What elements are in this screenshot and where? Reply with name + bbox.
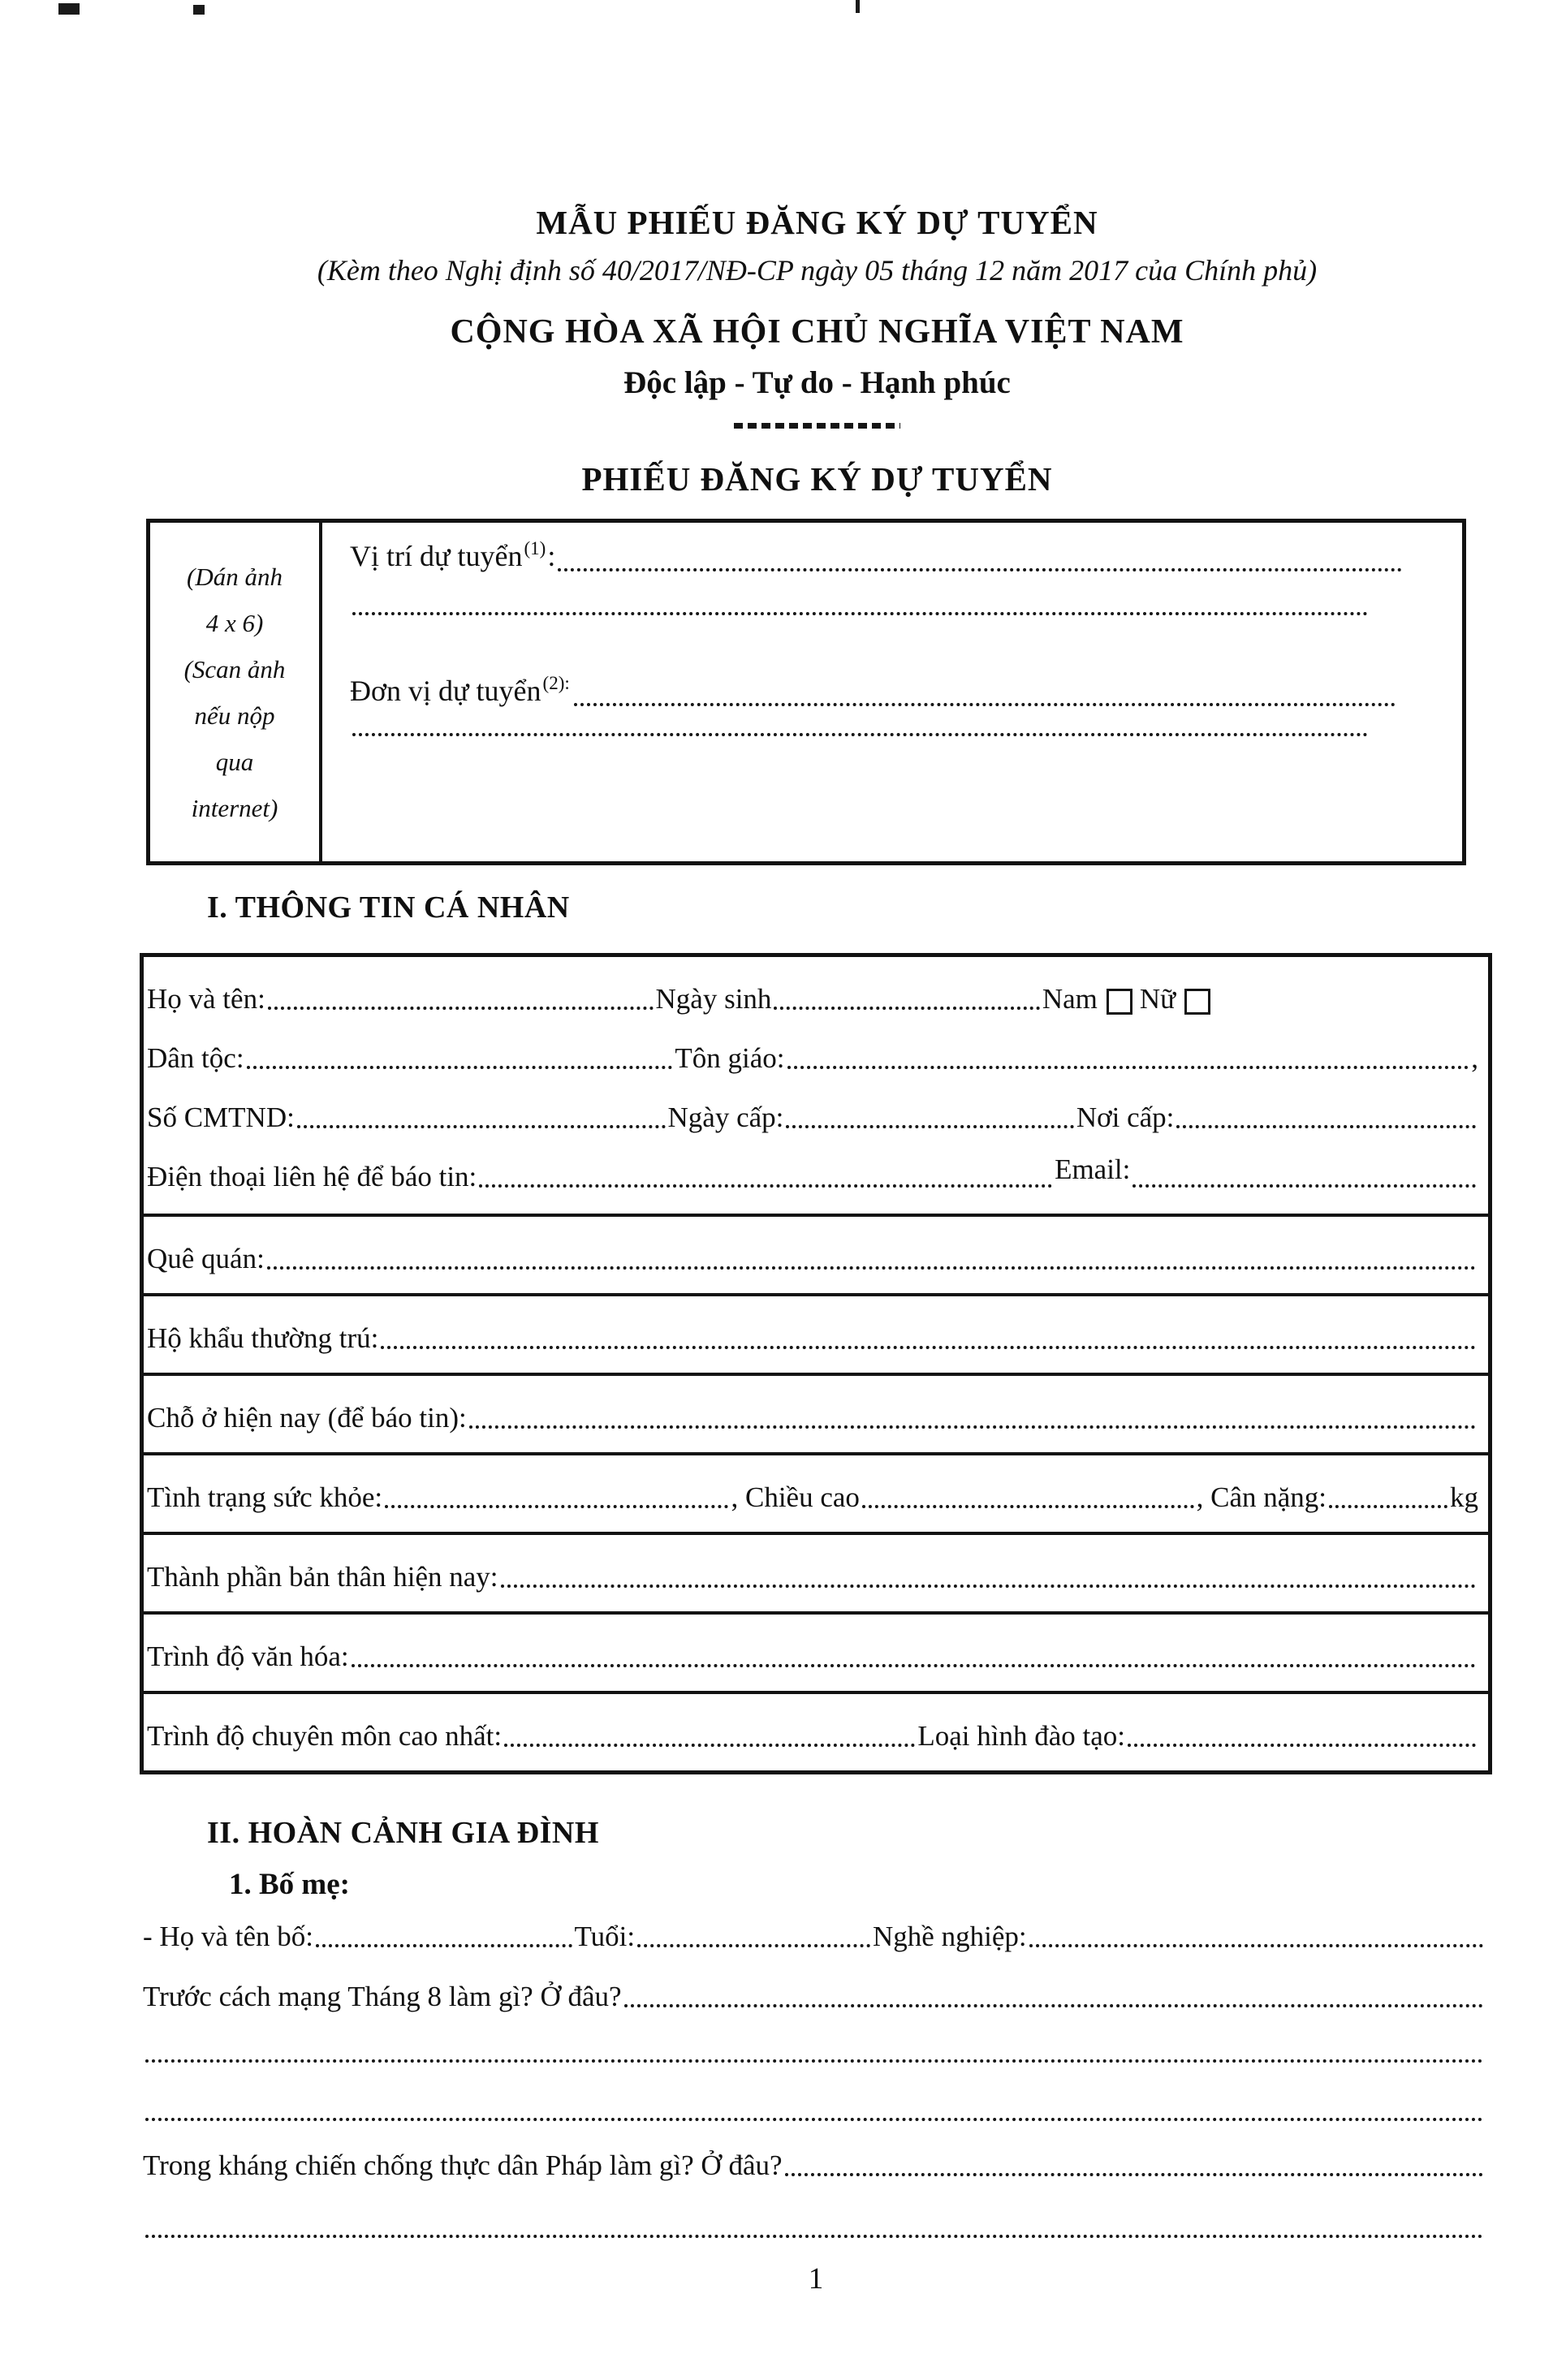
position-label: Vị trí dự tuyển bbox=[350, 540, 523, 572]
photo-note-line: (Scan ảnh bbox=[183, 654, 286, 683]
french-resistance-field[interactable] bbox=[785, 2173, 1483, 2176]
education-level-label: Trình độ văn hóa: bbox=[147, 1641, 349, 1672]
personal-info-table bbox=[140, 953, 1492, 1774]
table-row-qualification bbox=[144, 1691, 1488, 1770]
weight-unit-label: kg bbox=[1449, 1481, 1478, 1513]
parents-subheading: 1. Bố mẹ: bbox=[229, 1868, 350, 1901]
table-row-hometown bbox=[144, 1214, 1488, 1293]
table-row-residence bbox=[144, 1293, 1488, 1373]
table-row-education bbox=[144, 1611, 1488, 1691]
national-motto: Độc lập - Tự do - Hạnh phúc bbox=[623, 365, 1011, 400]
before-revolution-question: Trước cách mạng Tháng 8 làm gì? Ở đâu? bbox=[143, 1981, 622, 2012]
id-issue-date-field[interactable] bbox=[786, 1125, 1073, 1128]
unit-field[interactable] bbox=[574, 703, 1396, 706]
photo-position-table bbox=[146, 519, 1466, 865]
scan-artifact bbox=[856, 0, 860, 13]
male-label: Nam bbox=[1042, 983, 1098, 1015]
female-label: Nữ bbox=[1139, 983, 1176, 1015]
permanent-residence-label: Hộ khẩu thường trú: bbox=[147, 1322, 379, 1354]
table-row-personal-class bbox=[144, 1532, 1488, 1611]
before-revolution-field-line3[interactable] bbox=[145, 2118, 1483, 2121]
id-issue-place-label: Nơi cấp: bbox=[1076, 1102, 1175, 1133]
email-label: Email: bbox=[1055, 1153, 1131, 1185]
full-name-label: Họ và tên: bbox=[147, 983, 265, 1015]
current-address-field[interactable] bbox=[469, 1425, 1476, 1429]
religion-trailing-comma: , bbox=[1471, 1042, 1478, 1074]
full-name-field[interactable] bbox=[268, 1007, 654, 1010]
height-field[interactable] bbox=[862, 1505, 1194, 1508]
table-row-identity bbox=[144, 957, 1488, 1214]
id-number-label: Số CMTND: bbox=[147, 1102, 295, 1133]
education-level-field[interactable] bbox=[352, 1664, 1476, 1667]
female-checkbox[interactable] bbox=[1184, 989, 1210, 1015]
father-occupation-field[interactable] bbox=[1029, 1944, 1483, 1947]
health-status-label: Tình trạng sức khỏe: bbox=[147, 1481, 383, 1513]
qualification-field[interactable] bbox=[504, 1744, 915, 1747]
height-label: , Chiều cao bbox=[731, 1481, 860, 1513]
qualification-label: Trình độ chuyên môn cao nhất: bbox=[147, 1720, 503, 1752]
position-cell bbox=[322, 523, 1462, 861]
phone-field[interactable] bbox=[479, 1184, 1052, 1188]
french-resistance-field-line2[interactable] bbox=[145, 2235, 1483, 2238]
weight-field[interactable] bbox=[1329, 1505, 1447, 1508]
position-field-line2[interactable] bbox=[352, 612, 1368, 615]
photo-note-line: (Dán ảnh bbox=[187, 562, 283, 591]
photo-note-line: nếu nộp bbox=[194, 701, 275, 730]
father-age-field[interactable] bbox=[637, 1944, 870, 1947]
father-name-label: - Họ và tên bố: bbox=[143, 1921, 313, 1952]
male-checkbox[interactable] bbox=[1107, 989, 1132, 1015]
form-header bbox=[142, 201, 1492, 500]
father-name-field[interactable] bbox=[316, 1944, 572, 1947]
father-age-label: Tuổi: bbox=[574, 1921, 636, 1952]
position-field[interactable] bbox=[558, 568, 1402, 571]
national-title: CỘNG HÒA XÃ HỘI CHỦ NGHĨA VIỆT NAM bbox=[450, 313, 1184, 351]
id-number-field[interactable] bbox=[297, 1125, 666, 1128]
religion-label: Tôn giáo: bbox=[675, 1042, 785, 1074]
id-issue-date-label: Ngày cấp: bbox=[667, 1102, 784, 1133]
page-number: 1 bbox=[808, 2262, 824, 2296]
phone-label: Điện thoại liên hệ để báo tin: bbox=[147, 1161, 477, 1192]
weight-label: , Cân nặng: bbox=[1196, 1481, 1327, 1513]
personal-class-field[interactable] bbox=[501, 1585, 1476, 1588]
table-row-current-address bbox=[144, 1373, 1488, 1452]
id-issue-place-field[interactable] bbox=[1176, 1125, 1476, 1128]
father-occupation-label: Nghề nghiệp: bbox=[873, 1921, 1027, 1952]
decree-note: (Kèm theo Nghị định số 40/2017/NĐ-CP ngày 05 tháng 12 năm 2017 của Chính phủ) bbox=[317, 254, 1318, 287]
training-type-field[interactable] bbox=[1128, 1744, 1476, 1747]
motto-divider bbox=[734, 423, 900, 429]
family-section bbox=[140, 1804, 1492, 2297]
religion-field[interactable] bbox=[787, 1066, 1469, 1069]
scan-artifact bbox=[58, 3, 80, 15]
permanent-residence-field[interactable] bbox=[381, 1346, 1476, 1349]
hometown-label: Quê quán: bbox=[147, 1243, 265, 1274]
before-revolution-field[interactable] bbox=[624, 2004, 1483, 2007]
french-resistance-question: Trong kháng chiến chống thực dân Pháp làm gì? Ở đâu? bbox=[143, 2149, 783, 2181]
document-title: PHIẾU ĐĂNG KÝ DỰ TUYỂN bbox=[581, 460, 1053, 498]
training-type-label: Loại hình đào tạo: bbox=[917, 1720, 1125, 1752]
photo-note-line: 4 x 6) bbox=[205, 608, 264, 637]
unit-field-line2[interactable] bbox=[352, 733, 1368, 736]
hometown-field[interactable] bbox=[267, 1266, 1476, 1270]
ethnicity-field[interactable] bbox=[247, 1066, 673, 1069]
unit-label: Đơn vị dự tuyển bbox=[350, 675, 541, 707]
dob-label: Ngày sinh bbox=[655, 983, 772, 1015]
unit-footnote-ref: (2): bbox=[542, 673, 570, 693]
photo-note-line: internet) bbox=[191, 793, 278, 822]
scan-artifact bbox=[193, 5, 205, 15]
dob-field[interactable] bbox=[774, 1007, 1039, 1010]
position-footnote-ref: (1) bbox=[524, 538, 546, 558]
email-field[interactable] bbox=[1132, 1184, 1476, 1188]
table-row-health bbox=[144, 1452, 1488, 1532]
photo-note-line: qua bbox=[215, 747, 254, 776]
ethnicity-label: Dân tộc: bbox=[147, 1042, 244, 1074]
health-status-field[interactable] bbox=[385, 1505, 728, 1508]
photo-instruction-cell bbox=[150, 523, 322, 861]
personal-class-label: Thành phần bản thân hiện nay: bbox=[147, 1561, 498, 1593]
current-address-label: Chỗ ở hiện nay (để báo tin): bbox=[147, 1402, 467, 1434]
position-colon: : bbox=[547, 540, 556, 572]
form-template-title: MẪU PHIẾU ĐĂNG KÝ DỰ TUYỂN bbox=[536, 204, 1098, 241]
section1-heading: I. THÔNG TIN CÁ NHÂN bbox=[207, 890, 570, 925]
section2-heading: II. HOÀN CẢNH GIA ĐÌNH bbox=[207, 1816, 599, 1850]
before-revolution-field-line2[interactable] bbox=[145, 2059, 1483, 2063]
